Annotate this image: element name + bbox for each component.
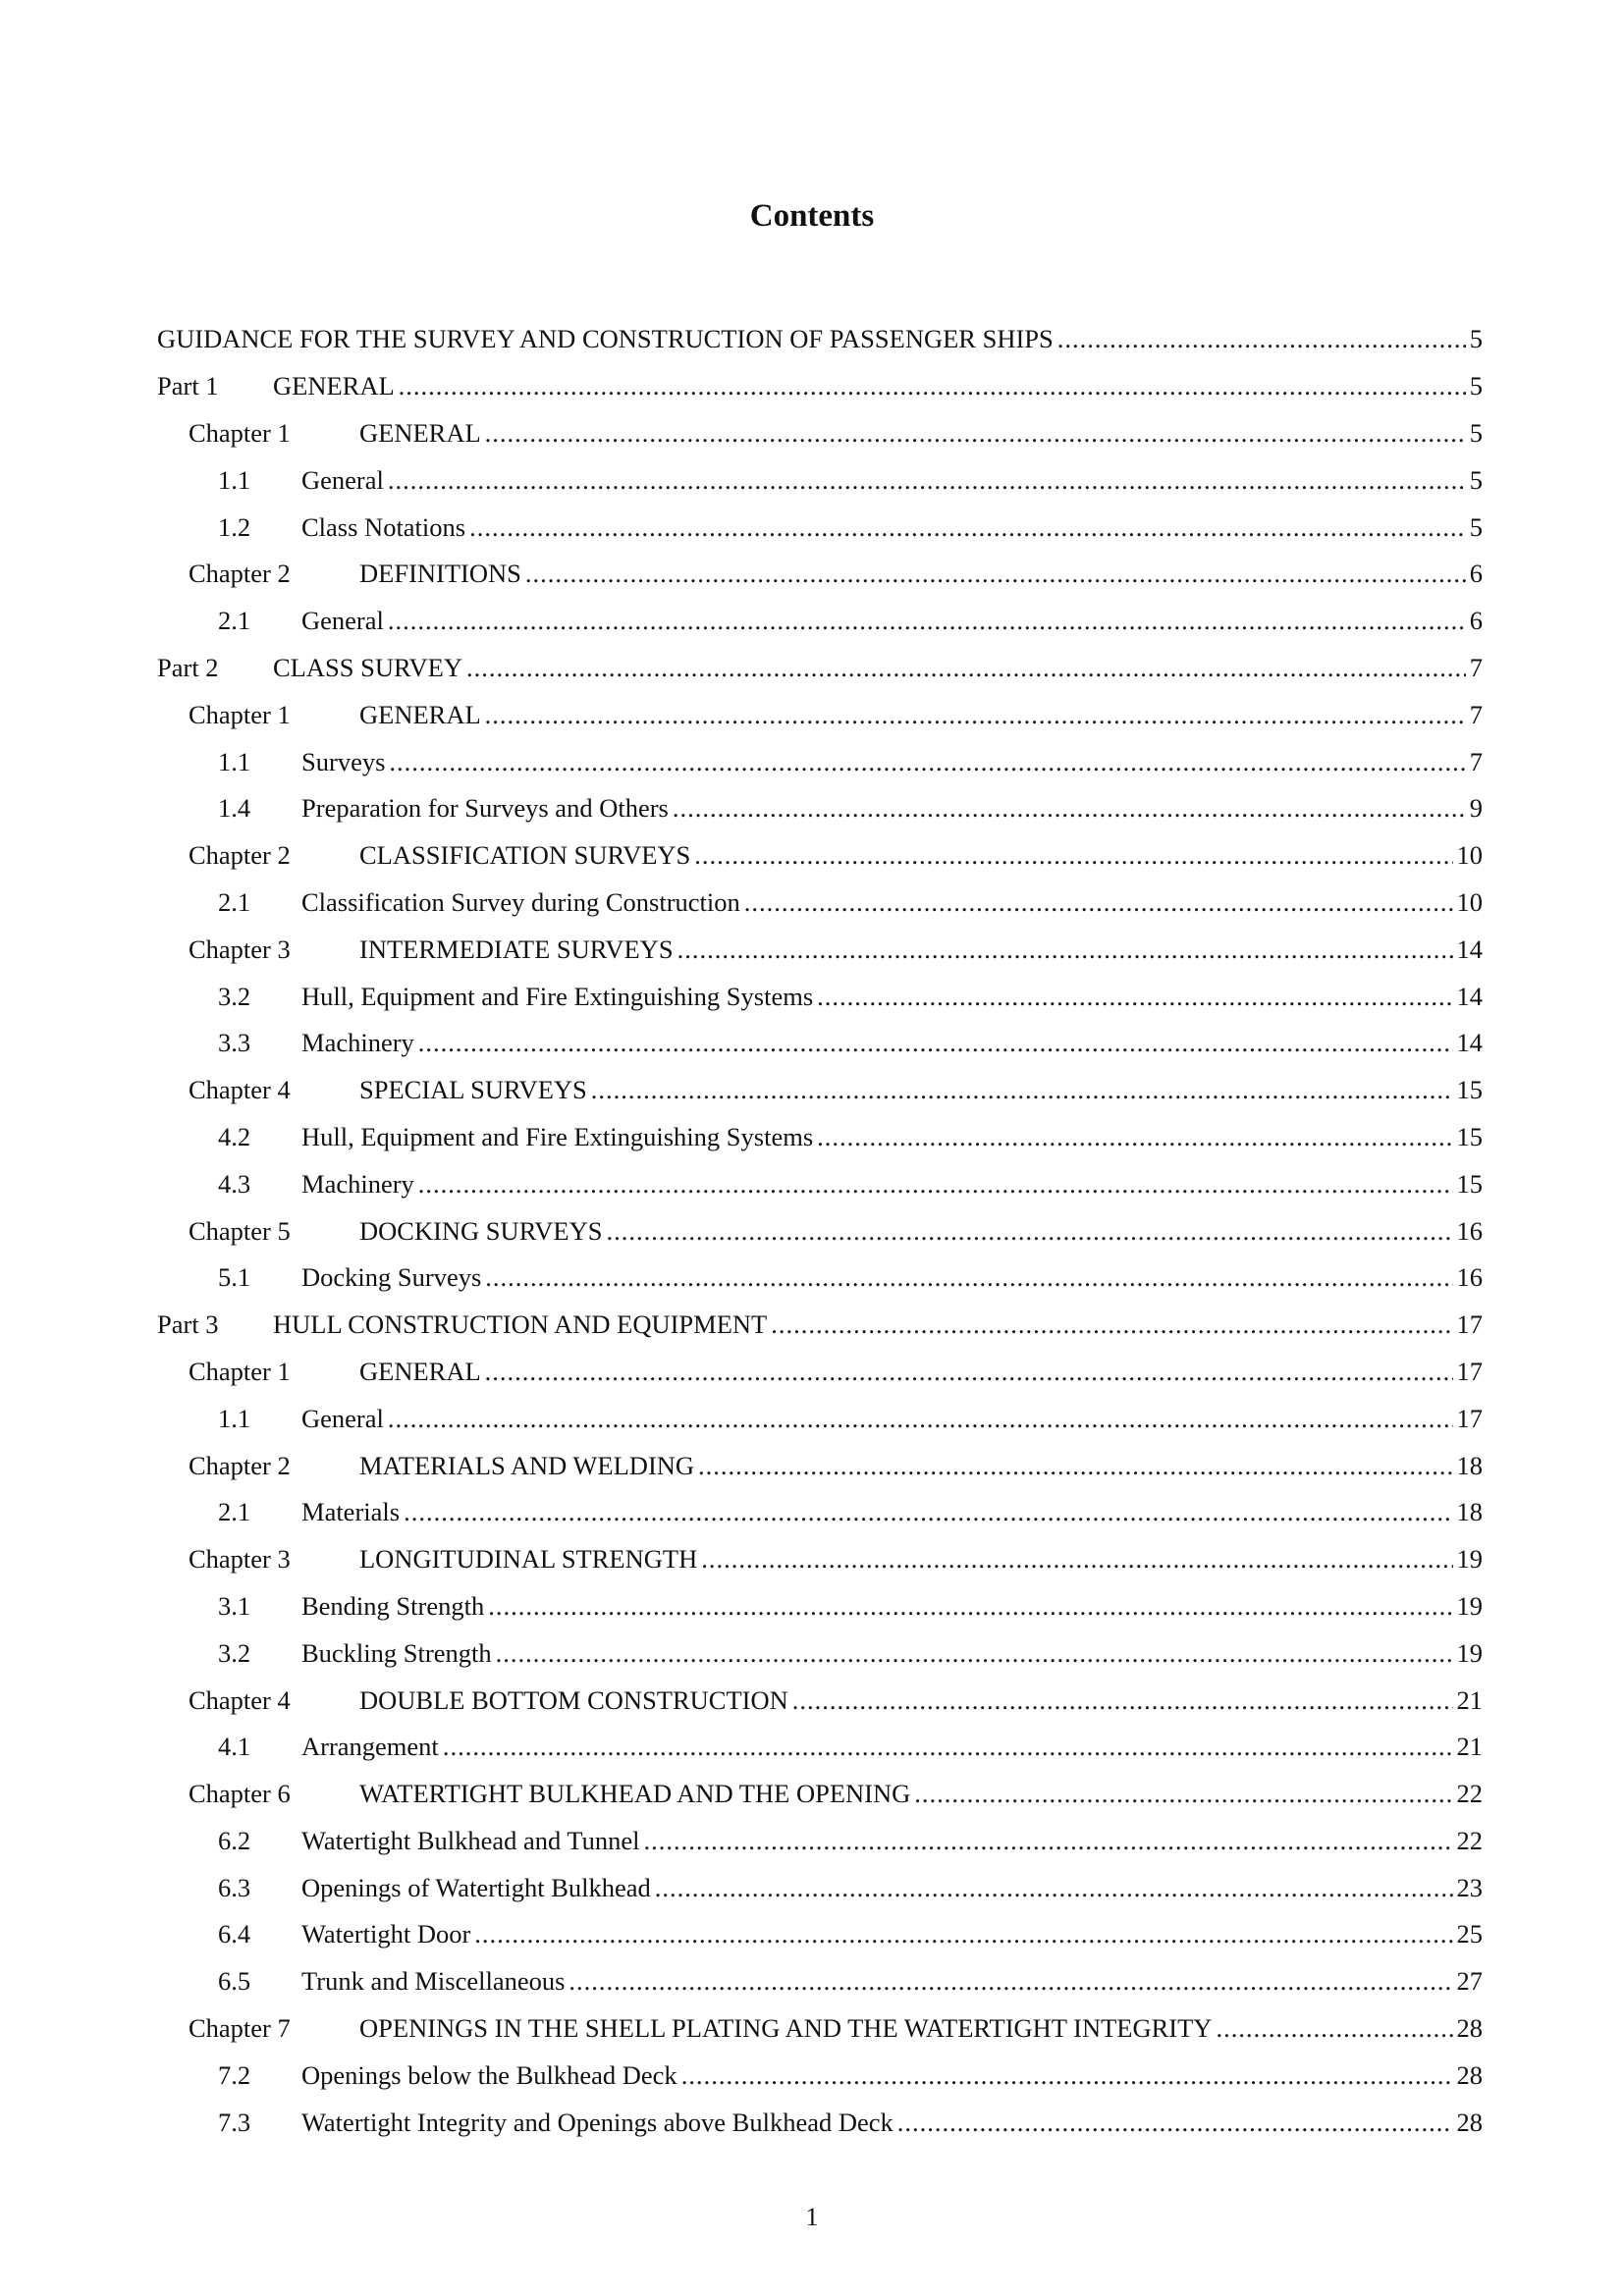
toc-entry-page: 5 <box>1469 324 1483 354</box>
toc-leader-dots <box>606 1216 1452 1247</box>
toc-entry[interactable] <box>157 1020 1483 1067</box>
toc-entry-number: Chapter 6 <box>189 1779 291 1809</box>
toc-entry-page: 28 <box>1456 2013 1483 2044</box>
toc-entry-page: 17 <box>1456 1309 1483 1340</box>
toc-entry-label: Trunk and Miscellaneous <box>301 1966 566 1997</box>
toc-entry-page: 15 <box>1456 1075 1483 1105</box>
toc-entry[interactable] <box>157 2005 1483 2053</box>
toc-entry-label: Materials <box>301 1497 401 1527</box>
toc-entry-page: 16 <box>1456 1262 1483 1293</box>
toc-entry[interactable] <box>157 316 1483 363</box>
toc-entry-number: 6.2 <box>218 1825 251 1855</box>
toc-entry-number: Chapter 3 <box>189 934 291 964</box>
toc-entry-number: 3.2 <box>218 1637 251 1668</box>
toc-entry-label: SPECIAL SURVEYS <box>359 1075 587 1105</box>
toc-entry-page: 5 <box>1469 511 1483 542</box>
toc-entry-label: Machinery <box>301 1168 414 1199</box>
toc-leader-dots <box>469 512 1466 543</box>
toc-leader-dots <box>817 982 1452 1012</box>
toc-leader-dots <box>914 1779 1452 1809</box>
toc-leader-dots <box>1057 324 1466 354</box>
toc-entry-label: GENERAL <box>273 371 395 401</box>
toc-entry-page: 19 <box>1456 1590 1483 1621</box>
toc-entry-number: 6.5 <box>218 1966 251 1997</box>
toc-leader-dots <box>488 1591 1452 1622</box>
toc-entry[interactable] <box>157 1207 1483 1255</box>
toc-entry-number: 1.1 <box>218 746 251 776</box>
toc-entry-label: GENERAL <box>359 417 481 448</box>
toc-entry-number: 1.2 <box>218 511 251 542</box>
toc-entry-page: 25 <box>1456 1919 1483 1949</box>
toc-entry-number: Chapter 2 <box>189 559 291 589</box>
toc-entry[interactable] <box>157 691 1483 738</box>
toc-entry-label: Class Notations <box>301 511 466 542</box>
toc-entry-label: CLASS SURVEY <box>273 652 462 682</box>
toc-leader-dots <box>591 1075 1453 1105</box>
toc-entry[interactable] <box>157 1255 1483 1302</box>
toc-entry-page: 22 <box>1456 1825 1483 1855</box>
toc-entry-label: Hull, Equipment and Fire Extinguishing Systems <box>301 1121 814 1151</box>
toc-entry-label: Arrangement <box>301 1732 439 1762</box>
toc-entry[interactable] <box>157 1958 1483 2005</box>
toc-leader-dots <box>694 840 1452 871</box>
toc-entry-number: 2.1 <box>218 606 251 636</box>
toc-leader-dots <box>485 418 1466 449</box>
toc-entry[interactable] <box>157 1302 1483 1349</box>
toc-entry[interactable] <box>157 785 1483 832</box>
toc-entry-number: Part 3 <box>157 1309 219 1340</box>
toc-entry-label: DOUBLE BOTTOM CONSTRUCTION <box>359 1684 788 1715</box>
toc-entry[interactable] <box>157 1629 1483 1677</box>
toc-entry-page: 10 <box>1456 886 1483 917</box>
toc-entry-number: Chapter 4 <box>189 1075 291 1105</box>
toc-entry-number: Chapter 2 <box>189 840 291 871</box>
toc-entry-number: 4.1 <box>218 1732 251 1762</box>
toc-entry-number: 1.1 <box>218 1403 251 1433</box>
toc-entry-number: 1.1 <box>218 464 251 495</box>
toc-entry-number: Chapter 1 <box>189 1356 291 1386</box>
toc-leader-dots <box>388 1404 1453 1434</box>
toc-entry-label: GENERAL <box>359 699 481 729</box>
toc-entry-number: Part 1 <box>157 371 219 401</box>
toc-entry[interactable] <box>157 1771 1483 1818</box>
toc-entry[interactable] <box>157 1489 1483 1536</box>
toc-entry[interactable] <box>157 880 1483 927</box>
toc-entry[interactable] <box>157 1349 1483 1396</box>
toc-entry-label: Openings of Watertight Bulkhead <box>301 1872 651 1902</box>
toc-entry-number: 2.1 <box>218 886 251 917</box>
toc-entry[interactable] <box>157 1395 1483 1442</box>
toc-leader-dots <box>771 1309 1452 1340</box>
toc-leader-dots <box>525 559 1466 589</box>
toc-entry-label: General <box>301 464 384 495</box>
toc-entry-number: Part 2 <box>157 652 219 682</box>
toc-entry-number: 3.1 <box>218 1590 251 1621</box>
toc-entry-number: 4.3 <box>218 1168 251 1199</box>
toc-entry-label: WATERTIGHT BULKHEAD AND THE OPENING <box>359 1779 911 1809</box>
toc-leader-dots <box>698 1451 1452 1481</box>
toc-entry-number: 7.2 <box>218 2059 251 2090</box>
toc-entry-label: Docking Surveys <box>301 1262 482 1293</box>
toc-entry-label: Watertight Integrity and Openings above Bulkhead Deck <box>301 2107 893 2137</box>
toc-leader-dots <box>897 2108 1453 2138</box>
toc-leader-dots <box>568 1966 1452 1997</box>
toc-leader-dots <box>817 1122 1452 1152</box>
toc-leader-dots <box>466 653 1466 683</box>
toc-entry-label: HULL CONSTRUCTION AND EQUIPMENT <box>273 1309 768 1340</box>
toc-entry-number: 7.3 <box>218 2107 251 2137</box>
toc-leader-dots <box>655 1873 1453 1903</box>
toc-entry-label: MATERIALS AND WELDING <box>359 1450 695 1480</box>
toc-entry-number: 3.2 <box>218 981 251 1011</box>
toc-entry-label: DEFINITIONS <box>359 559 521 589</box>
toc-entry-label: Hull, Equipment and Fire Extinguishing Systems <box>301 981 814 1011</box>
table-of-contents <box>157 316 1483 2146</box>
toc-entry-number: 1.4 <box>218 793 251 824</box>
toc-entry-number: Chapter 5 <box>189 1215 291 1246</box>
toc-leader-dots <box>496 1638 1453 1669</box>
toc-entry-label: Bending Strength <box>301 1590 485 1621</box>
toc-entry-page: 5 <box>1469 464 1483 495</box>
toc-entry-label: LONGITUDINAL STRENGTH <box>359 1544 698 1575</box>
toc-entry-page: 5 <box>1469 417 1483 448</box>
toc-leader-dots <box>388 606 1466 636</box>
page-title: Contents <box>749 198 875 234</box>
toc-entry[interactable] <box>157 410 1483 457</box>
toc-entry-page: 27 <box>1456 1966 1483 1997</box>
toc-entry-number: 2.1 <box>218 1497 251 1527</box>
toc-entry-page: 7 <box>1469 652 1483 682</box>
toc-entry-label: Machinery <box>301 1028 414 1058</box>
toc-entry-page: 9 <box>1469 793 1483 824</box>
toc-entry-number: 6.3 <box>218 1872 251 1902</box>
toc-entry[interactable] <box>157 1583 1483 1630</box>
toc-entry-number: Chapter 1 <box>189 699 291 729</box>
toc-entry-page: 16 <box>1456 1215 1483 1246</box>
toc-entry[interactable] <box>157 363 1483 410</box>
toc-leader-dots <box>792 1685 1453 1716</box>
toc-entry-page: 28 <box>1456 2059 1483 2090</box>
toc-entry-page: 18 <box>1456 1450 1483 1480</box>
toc-entry-label: INTERMEDIATE SURVEYS <box>359 934 674 964</box>
toc-entry[interactable] <box>157 1864 1483 1911</box>
toc-entry[interactable] <box>157 598 1483 645</box>
toc-entry-number: 6.4 <box>218 1919 251 1949</box>
toc-entry[interactable] <box>157 456 1483 504</box>
toc-entry[interactable] <box>157 738 1483 785</box>
toc-entry-label: Preparation for Surveys and Others <box>301 793 669 824</box>
toc-leader-dots <box>485 700 1466 730</box>
toc-entry-page: 6 <box>1469 559 1483 589</box>
toc-entry-page: 21 <box>1456 1732 1483 1762</box>
toc-entry-label: Openings below the Bulkhead Deck <box>301 2059 677 2090</box>
toc-entry-number: 3.3 <box>218 1028 251 1058</box>
toc-entry-page: 17 <box>1456 1403 1483 1433</box>
toc-entry-label: Buckling Strength <box>301 1637 492 1668</box>
toc-leader-dots <box>388 465 1466 496</box>
toc-entry-label: Classification Survey during Construction <box>301 886 740 917</box>
toc-leader-dots <box>644 1826 1453 1856</box>
toc-leader-dots <box>418 1169 1453 1200</box>
toc-entry-page: 6 <box>1469 606 1483 636</box>
toc-entry-page: 10 <box>1456 840 1483 871</box>
toc-entry-label: Watertight Door <box>301 1919 471 1949</box>
toc-entry-label: GENERAL <box>359 1356 481 1386</box>
toc-leader-dots <box>443 1732 1453 1762</box>
toc-entry-page: 14 <box>1456 981 1483 1011</box>
toc-entry[interactable] <box>157 1442 1483 1489</box>
toc-leader-dots <box>744 887 1453 918</box>
toc-entry-page: 28 <box>1456 2107 1483 2137</box>
toc-leader-dots <box>418 1028 1453 1058</box>
page-number: 1 <box>805 2203 819 2231</box>
toc-entry-number: Chapter 2 <box>189 1450 291 1480</box>
toc-entry[interactable] <box>157 1911 1483 1958</box>
toc-leader-dots <box>485 1262 1452 1293</box>
toc-leader-dots <box>404 1497 1452 1527</box>
toc-entry-page: 14 <box>1456 934 1483 964</box>
toc-entry-page: 14 <box>1456 1028 1483 1058</box>
toc-entry-page: 17 <box>1456 1356 1483 1386</box>
toc-entry[interactable] <box>157 973 1483 1020</box>
toc-leader-dots <box>1216 2013 1452 2044</box>
toc-leader-dots <box>681 2060 1453 2091</box>
toc-entry[interactable] <box>157 926 1483 973</box>
toc-entry[interactable] <box>157 645 1483 692</box>
toc-entry-page: 15 <box>1456 1168 1483 1199</box>
toc-entry-page: 19 <box>1456 1637 1483 1668</box>
toc-entry-label: CLASSIFICATION SURVEYS <box>359 840 691 871</box>
toc-leader-dots <box>673 793 1466 824</box>
toc-entry[interactable] <box>157 1818 1483 1865</box>
toc-entry[interactable] <box>157 1160 1483 1207</box>
toc-entry-number: Chapter 4 <box>189 1684 291 1715</box>
toc-entry-page: 15 <box>1456 1121 1483 1151</box>
toc-leader-dots <box>485 1357 1453 1387</box>
toc-entry-label: OPENINGS IN THE SHELL PLATING AND THE WATERTIGHT INTEGRITY <box>359 2013 1213 2044</box>
toc-entry[interactable] <box>157 1677 1483 1724</box>
toc-entry[interactable] <box>157 551 1483 598</box>
toc-entry[interactable] <box>157 2052 1483 2099</box>
toc-entry-number: 5.1 <box>218 1262 251 1293</box>
toc-entry-label: Watertight Bulkhead and Tunnel <box>301 1825 640 1855</box>
toc-entry-number: 4.2 <box>218 1121 251 1151</box>
toc-entry-label: DOCKING SURVEYS <box>359 1215 603 1246</box>
toc-entry[interactable] <box>157 2099 1483 2146</box>
toc-leader-dots <box>677 934 1453 965</box>
toc-entry-label: Surveys <box>301 746 386 776</box>
toc-entry-label: General <box>301 1403 384 1433</box>
toc-entry-page: 18 <box>1456 1497 1483 1527</box>
toc-leader-dots <box>399 371 1466 401</box>
toc-leader-dots <box>474 1919 1452 1949</box>
toc-entry-page: 19 <box>1456 1544 1483 1575</box>
toc-entry-number: Chapter 3 <box>189 1544 291 1575</box>
toc-entry-number: Chapter 1 <box>189 417 291 448</box>
toc-entry-label: GUIDANCE FOR THE SURVEY AND CONSTRUCTION OF PASSENGER SHIPS <box>157 324 1054 354</box>
toc-entry-label: General <box>301 606 384 636</box>
toc-entry-page: 23 <box>1456 1872 1483 1902</box>
toc-leader-dots <box>701 1544 1452 1575</box>
toc-entry[interactable] <box>157 1536 1483 1583</box>
toc-entry-page: 22 <box>1456 1779 1483 1809</box>
toc-entry-page: 7 <box>1469 746 1483 776</box>
toc-entry[interactable] <box>157 832 1483 880</box>
toc-entry-page: 5 <box>1469 371 1483 401</box>
toc-entry-page: 21 <box>1456 1684 1483 1715</box>
toc-entry[interactable] <box>157 1067 1483 1114</box>
toc-entry-number: Chapter 7 <box>189 2013 291 2044</box>
toc-entry[interactable] <box>157 504 1483 551</box>
toc-leader-dots <box>389 747 1465 777</box>
toc-entry[interactable] <box>157 1724 1483 1771</box>
toc-entry-page: 7 <box>1469 699 1483 729</box>
toc-entry[interactable] <box>157 1114 1483 1161</box>
